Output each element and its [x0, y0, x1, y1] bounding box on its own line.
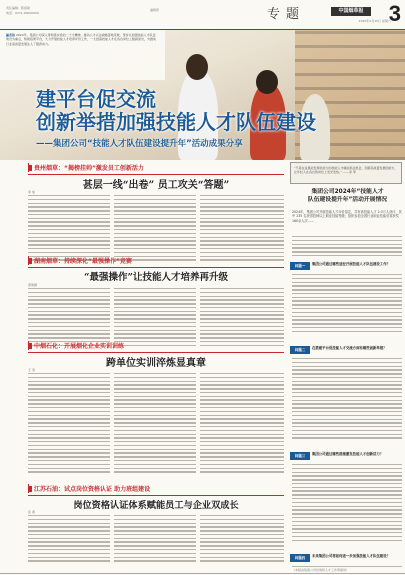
story-1-text-col3: [200, 195, 284, 263]
section-3-label-text: 中烟石化：开展烟化企业实训训练: [34, 343, 125, 350]
headline-subtitle: ——集团公司“技能人才队伍建设提升年”活动成果分享: [36, 139, 243, 149]
headline-line2: 创新举措加强技能人才队伍建设: [36, 110, 316, 134]
qa-answer-2: [292, 358, 402, 441]
story-2-text-col1: [28, 288, 110, 349]
sidebar-column: [290, 162, 405, 575]
section-4-label-text: 江苏石油：试点岗位资格认证 助力班组建设: [34, 486, 151, 493]
story-2-text-col3: [200, 288, 284, 349]
section-1-label-text: 贵州烟草：“揭榜挂帅”激发员工创新活力: [34, 165, 144, 172]
story-3-title: 跨单位实训淬炼显真章: [106, 358, 206, 369]
sidebar-quote-author: ——李 军: [343, 170, 356, 174]
editor-note-text: 2024年，集团公司深入贯彻落实党的二十大精神，推动人才兴企战略落地见效，坚持以加强技能人才队伍建设为重点，积极搭建平台，大力开展技能人才培养评价工作，一大批高技能人才在各自岗位上脱颖而出，为推动行业高质量发展注入了强劲动力。: [6, 33, 157, 46]
sidebar-text-block: [292, 236, 402, 259]
story-1-title: 甚层一线“出卷” 员工攻关“答题”: [82, 180, 230, 191]
editor-note: [6, 33, 156, 46]
sidebar-title-line1: 集团公司2024年“技能人才: [311, 189, 384, 195]
qa-question-4: 未来集团公司将如何进一步加强技能人才队伍建设？: [312, 554, 390, 558]
page-headline: [36, 88, 316, 134]
person-head: [186, 54, 208, 80]
qa-tag-3: 问题三: [290, 452, 310, 460]
section-bullet-icon: [28, 258, 32, 264]
page-header: [0, 0, 405, 30]
story-2-byline: 邵建国: [28, 283, 38, 287]
story-3-byline: 王 涛: [28, 368, 35, 372]
section-3-label: [28, 341, 124, 350]
qa-tag-4: 问题四: [290, 554, 310, 562]
issue-date: 2025年2月15日 星期六: [358, 19, 391, 23]
story-4-text-col1: [28, 515, 110, 564]
section-divider: [28, 352, 284, 353]
sidebar-title-line2: 队伍建设提升年”活动开展情况: [307, 197, 388, 203]
section-divider: [28, 495, 284, 496]
sidebar-quote: [294, 166, 400, 174]
story-1-text-col2: [114, 195, 196, 263]
qa-question-1: 集团公司通过哪些途径开展技能人才队伍建设工作？: [312, 262, 390, 266]
sidebar-quote-text: “不是在这里能发挥好能力的技能人才就能抓住机会，创新高质量发展的能力，让年轻人在各自的岗位上发光发热。”: [294, 166, 398, 174]
story-1-byline: 李 成: [28, 190, 35, 194]
qa-answer-3: [292, 464, 402, 543]
header-phone: 电话：0371-00000000: [6, 11, 39, 15]
story-2-title: “最强操作”让技能人才培养再升级: [84, 272, 228, 283]
qa-tag-2: 问题二: [290, 346, 310, 354]
qa-question-2: 在搭建平台促技能人才交流方面有哪些创新举措？: [312, 346, 387, 350]
story-3-text-col1: [28, 373, 110, 475]
story-4-byline: 张 燕: [28, 510, 35, 514]
section-name: 专题: [266, 7, 305, 22]
page-number: 3: [388, 1, 401, 26]
qa-question-3: 集团公司通过哪些措施激发技能人才创新活力？: [312, 452, 384, 456]
section-bullet-icon: [28, 165, 32, 171]
section-2-label: [28, 256, 132, 265]
sidebar-quote-box: [290, 162, 402, 184]
bottom-divider: [0, 573, 405, 574]
section-divider: [28, 267, 284, 268]
story-3-text-col3: [200, 373, 284, 475]
story-4-text-col3: [200, 515, 284, 564]
section-4-label: [28, 484, 150, 493]
story-4-text-col2: [114, 515, 196, 564]
section-2-label-text: 湖南烟草：持续深化“最强操作”竞赛: [34, 258, 132, 265]
newspaper-logo: 中国烟草报: [331, 7, 371, 16]
story-4-title: 岗位资格认证体系赋能员工与企业双成长: [73, 500, 239, 511]
qa-tag-1: 问题一: [290, 262, 310, 270]
story-2-text-col2: [114, 288, 196, 349]
section-bullet-icon: [28, 343, 32, 349]
header-department: 编辑部: [150, 8, 160, 12]
sidebar-intro: 2024年，集团公司开展技能人才评价鉴定，共有高技能人才 2.0万人获评，其中 235 名获得技师以上职业技能等级；组织参加全国行业职业技能竞赛获奖 160余人次……: [292, 210, 402, 223]
headline-line1: 建平台促交流: [36, 87, 156, 111]
qa-answer-1: [292, 274, 402, 335]
section-divider: [28, 174, 284, 175]
section-1-label: [28, 163, 144, 172]
story-3-text-col2: [114, 373, 196, 475]
editor-note-label: 编者按: [6, 33, 16, 37]
story-1-text-col1: [28, 195, 110, 263]
header-editor: 责任编辑：陈祖敏: [6, 6, 31, 10]
page-footnote: （本版由集团公司党建和人才工作部提供）: [292, 568, 350, 572]
section-bullet-icon: [28, 486, 32, 492]
